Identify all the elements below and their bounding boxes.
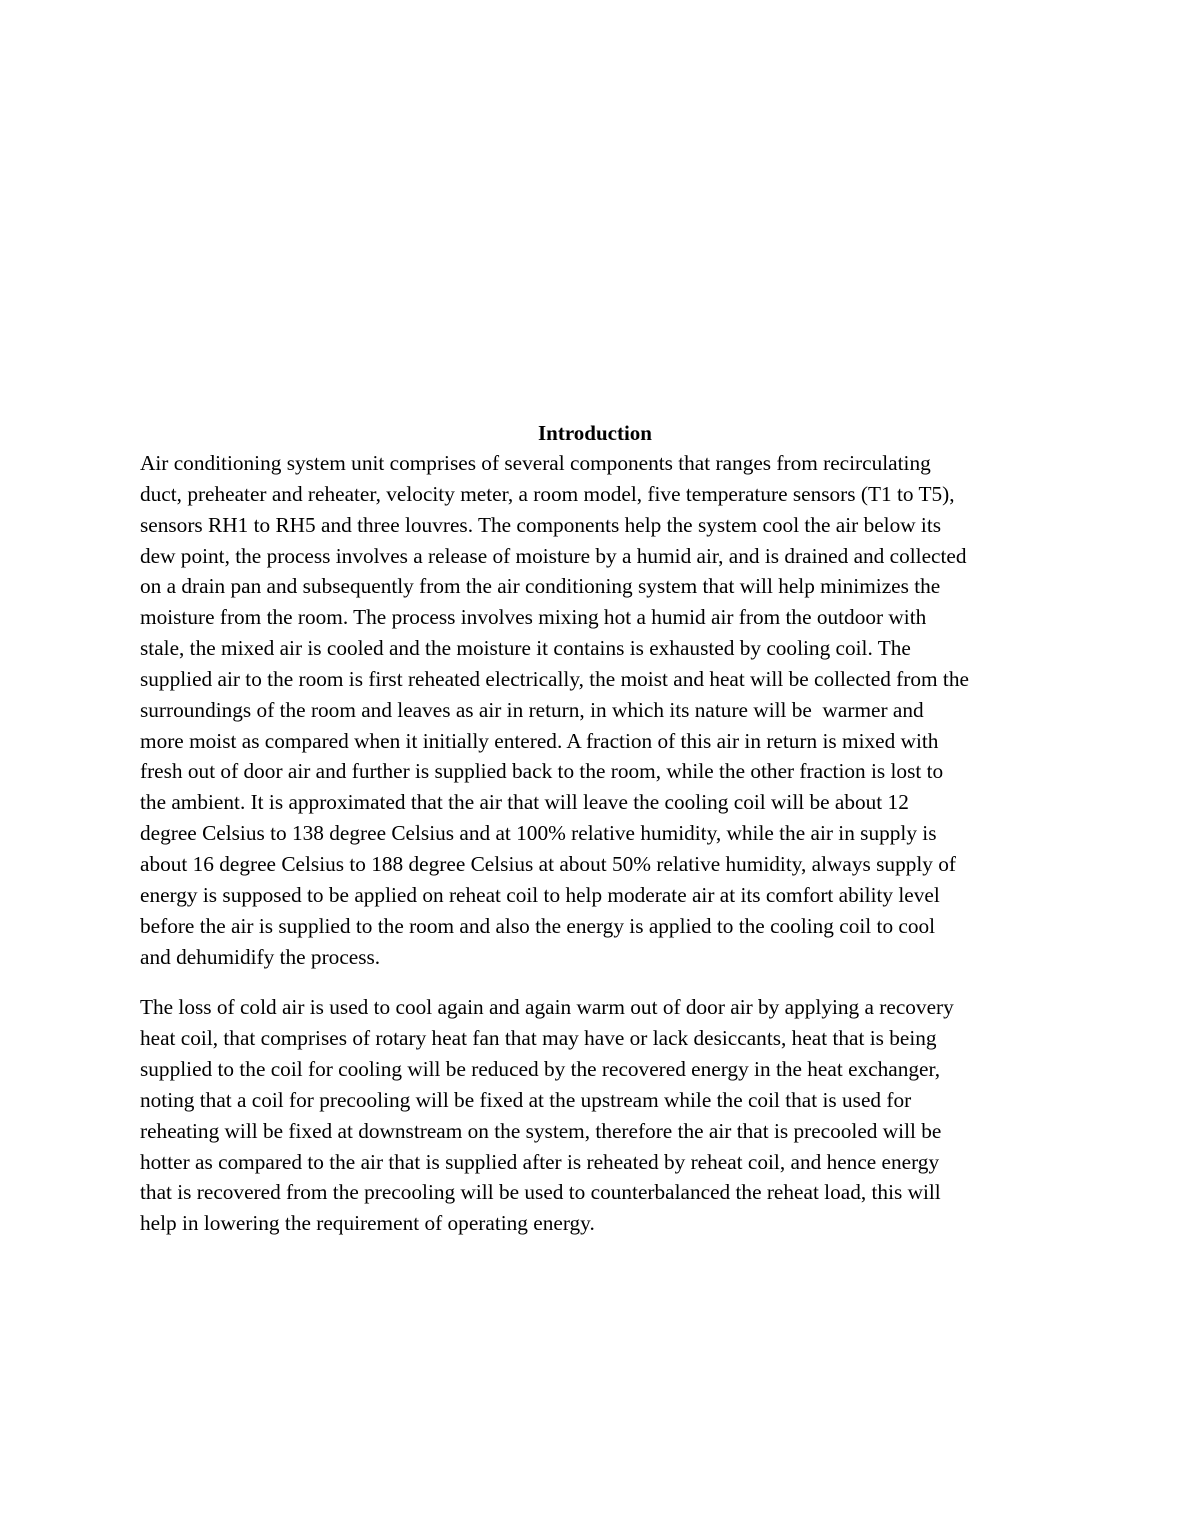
- text-line: stale, the mixed air is cooled and the moisture it contains is exhausted by cooling coil. The: [140, 636, 911, 661]
- text-line: supplied to the coil for cooling will be reduced by the recovered energy in the heat exchanger,: [140, 1057, 941, 1082]
- text-line: about 16 degree Celsius to 188 degree Celsius at about 50% relative humidity, always supply of: [140, 851, 957, 876]
- text-line: help in lowering the requirement of operating energy.: [140, 1211, 595, 1236]
- text-line: before the air is supplied to the room and also the energy is applied to the cooling coil to cool: [140, 913, 936, 938]
- text-line: energy is supposed to be applied on reheat coil to help moderate air at its comfort ability level: [140, 882, 940, 907]
- text-line: hotter as compared to the air that is supplied after is reheated by reheat coil, and hence energy: [140, 1149, 940, 1174]
- section-heading: Introduction: [538, 421, 652, 445]
- text-line: The loss of cold air is used to cool again and again warm out of door air by applying a recovery: [140, 995, 954, 1020]
- document-body: [140, 418, 1060, 1239]
- text-line: degree Celsius to 138 degree Celsius and at 100% relative humidity, while the air in supply is: [140, 821, 937, 846]
- text-line: and dehumidify the process.: [140, 944, 381, 969]
- text-line: the ambient. It is approximated that the air that will leave the cooling coil will be about 12: [140, 790, 909, 815]
- text-line: fresh out of door air and further is supplied back to the room, while the other fraction is lost to: [140, 759, 944, 784]
- text-line: Air conditioning system unit comprises of several components that ranges from recirculating: [140, 451, 931, 475]
- paragraph-1: [140, 448, 1060, 972]
- text-line: that is recovered from the precooling will be used to counterbalanced the reheat load, this will: [140, 1180, 941, 1205]
- text-line: dew point, the process involves a release of moisture by a humid air, and is drained and collected: [140, 543, 967, 568]
- text-line: supplied air to the room is first reheated electrically, the moist and heat will be collected from the: [140, 666, 969, 691]
- text-line: sensors RH1 to RH5 and three louvres. The components help the system cool the air below its: [140, 512, 942, 537]
- text-line: surroundings of the room and leaves as air in return, in which its nature will be warmer and: [140, 697, 924, 722]
- text-line: on a drain pan and subsequently from the air conditioning system that will help minimizes the: [140, 574, 941, 599]
- text-line: heat coil, that comprises of rotary heat fan that may have or lack desiccants, heat that is being: [140, 1026, 937, 1051]
- paragraph-2: [140, 992, 1060, 1239]
- text-line: moisture from the room. The process involves mixing hot a humid air from the outdoor with: [140, 605, 927, 630]
- text-line: more moist as compared when it initially entered. A fraction of this air in return is mixed with: [140, 728, 939, 753]
- text-line: noting that a coil for precooling will be fixed at the upstream while the coil that is used for: [140, 1087, 912, 1112]
- text-line: duct, preheater and reheater, velocity meter, a room model, five temperature sensors (T1 to T5),: [140, 481, 955, 506]
- text-line: reheating will be fixed at downstream on the system, therefore the air that is precooled will be: [140, 1118, 942, 1143]
